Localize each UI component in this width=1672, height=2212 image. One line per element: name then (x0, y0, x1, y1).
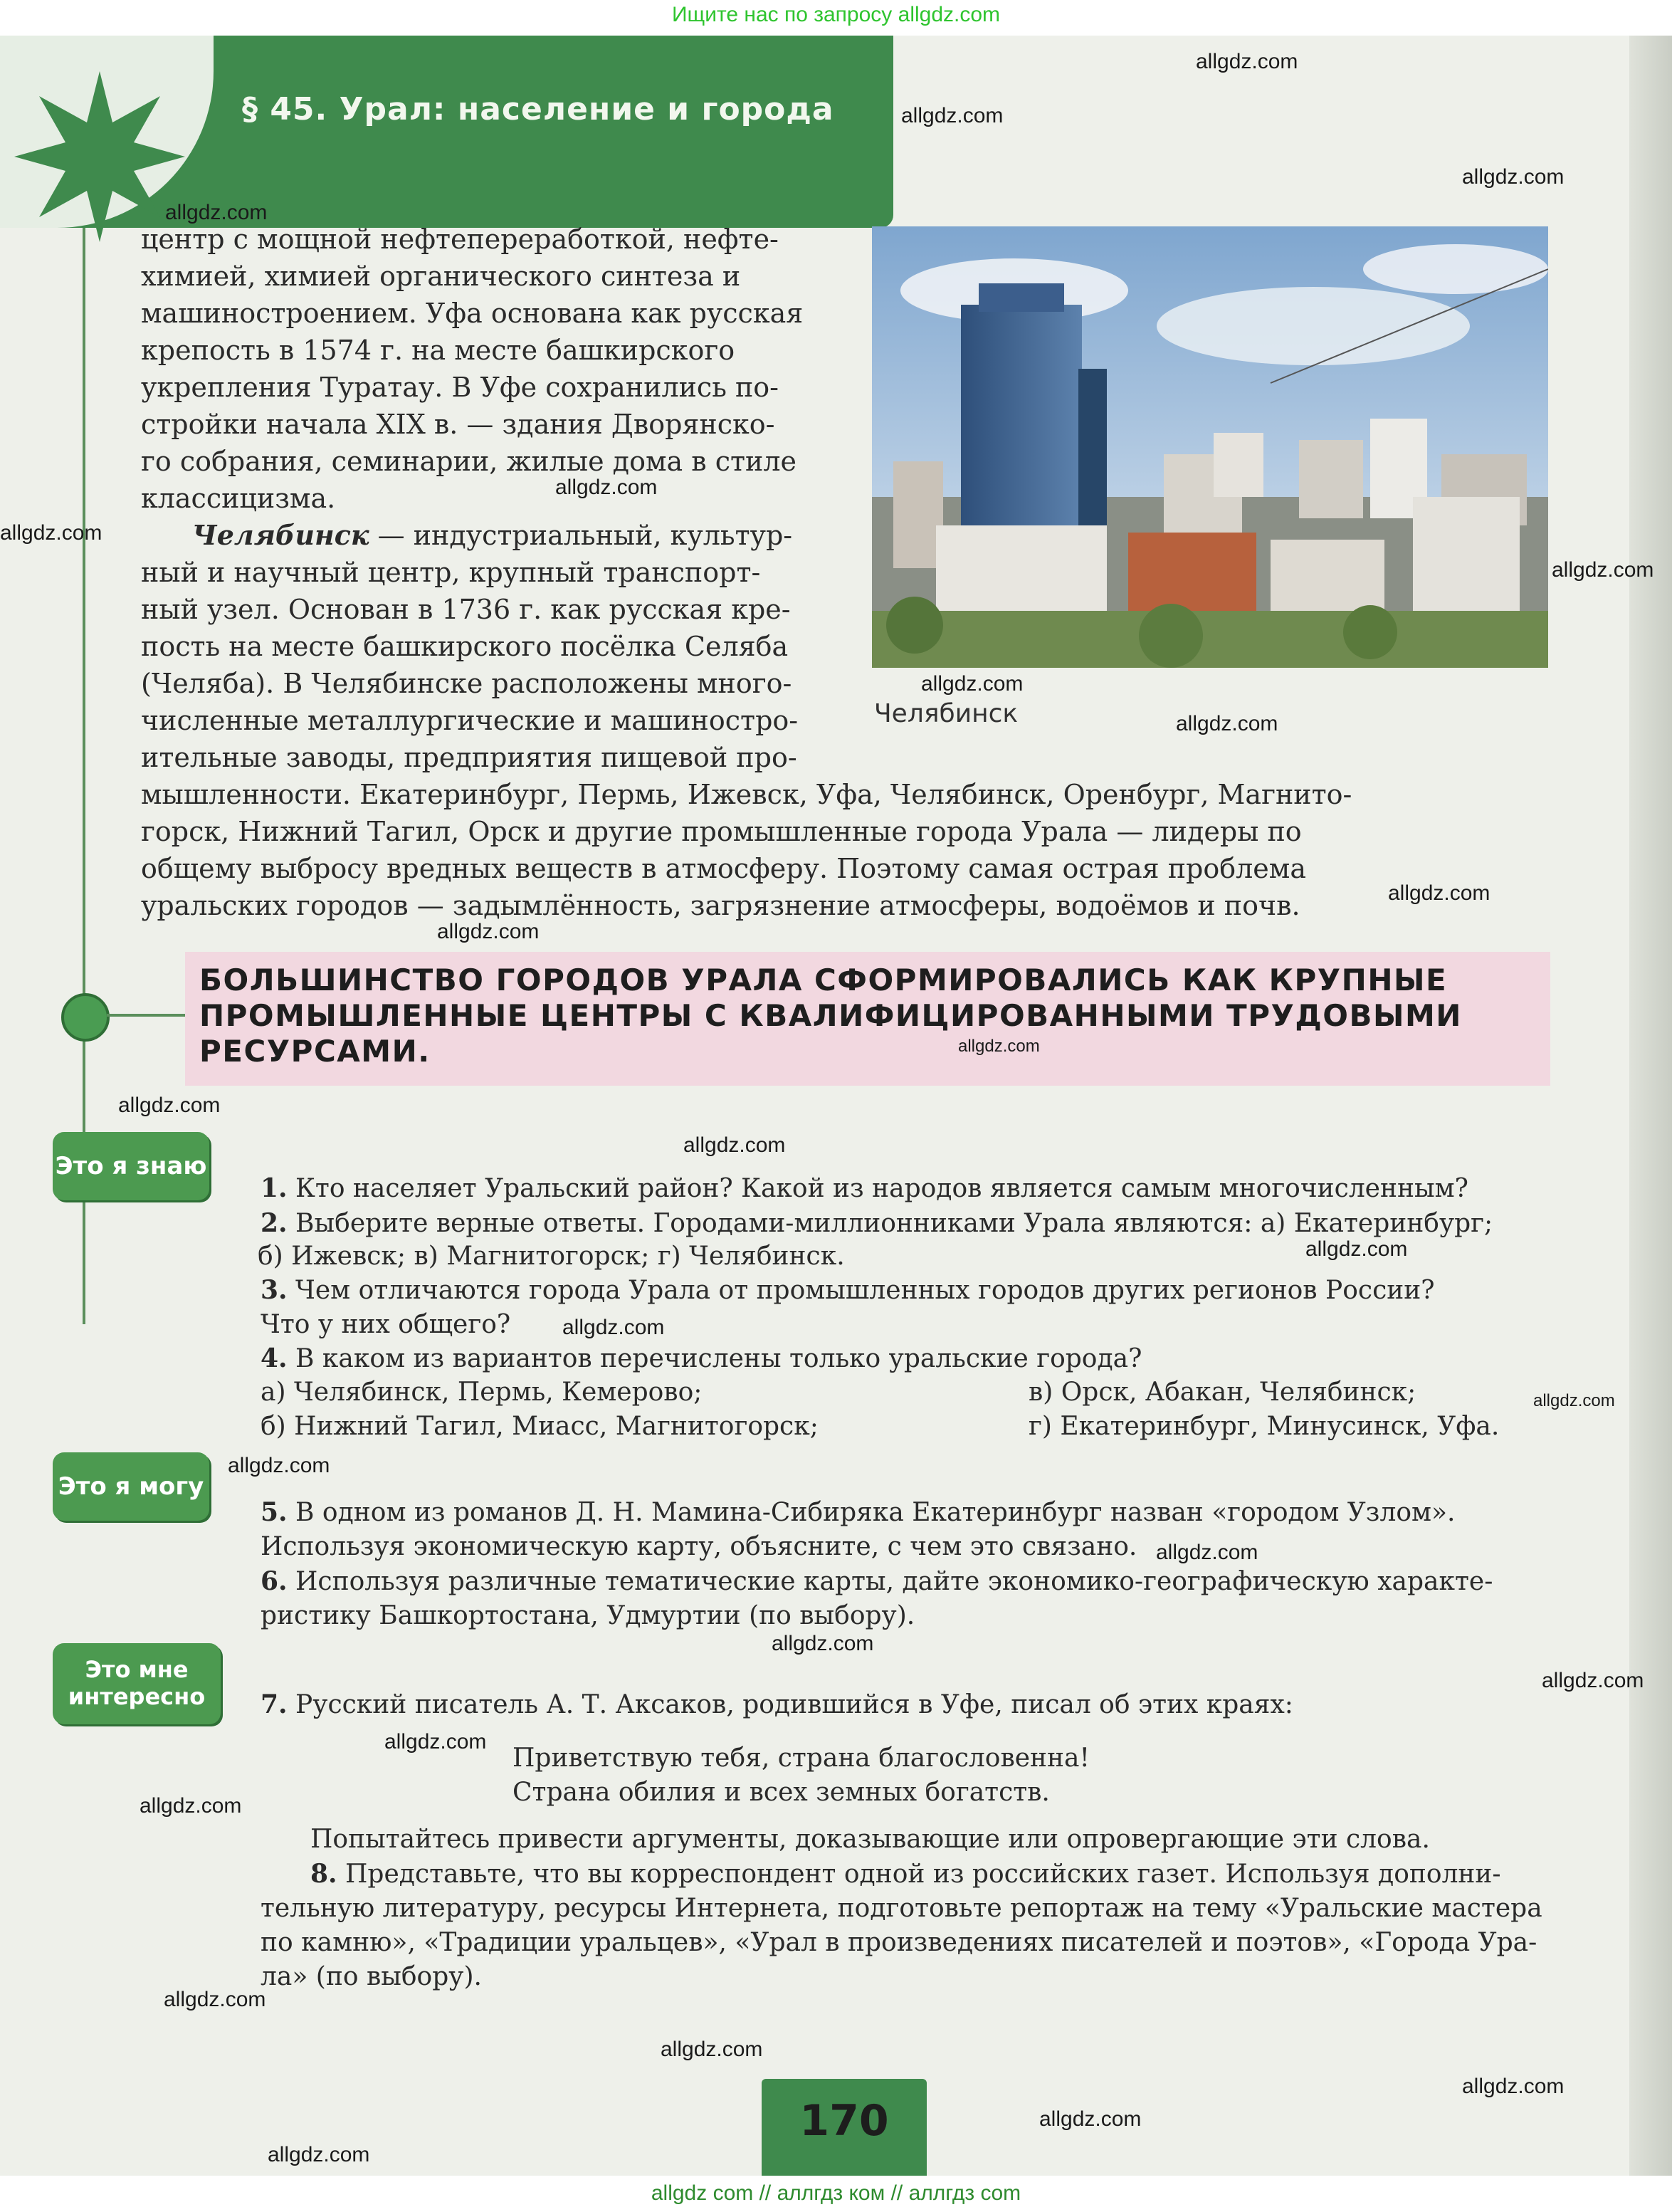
watermark: allgdz.com (164, 1988, 266, 2011)
text-line: химией, химией органического синтеза и (141, 261, 741, 292)
text-line: мышленности. Екатеринбург, Пермь, Ижевск, Уфа, Челябинск, Оренбург, Магнито- (141, 779, 1352, 810)
key-idea-line: БОЛЬШИНСТВО ГОРОДОВ УРАЛА СФОРМИРОВАЛИСЬ КАК КРУПНЫЕ (199, 963, 1448, 997)
watermark: allgdz.com (228, 1454, 330, 1477)
q-text: тельную литературу, ресурсы Интернета, подготовьте репортаж на тему «Уральские мастера (261, 1894, 1542, 1923)
poem-line: Приветствую тебя, страна благословенна! (512, 1744, 1090, 1773)
q-text: Русский писатель А. Т. Аксаков, родившийся в Уфе, писал об этих краях: (287, 1690, 1293, 1719)
photo-caption: Челябинск (874, 699, 1019, 728)
q-text: Попытайтесь привести аргументы, доказывающие или опровергающие эти слова. (310, 1825, 1430, 1854)
watermark: allgdz.com (1462, 2075, 1565, 2098)
q-text: Используя экономическую карту, объясните, с чем это связано. (261, 1532, 1137, 1561)
text-line: (Челяба). В Челябинске расположены много- (141, 668, 792, 699)
badge-this-i-know: Это я знаю (53, 1132, 209, 1200)
text-line: ительные заводы, предприятия пищевой про- (141, 742, 797, 773)
q-text: по камню», «Традиции уральцев», «Урал в произведениях писателей и поэтов», «Города Ура- (261, 1928, 1537, 1957)
question-4 (261, 1341, 1549, 1376)
text-line: ный и научный центр, крупный транспорт- (141, 557, 761, 588)
q-text: В каком из вариантов перечислены только уральские города? (287, 1344, 1142, 1373)
watermark: allgdz.com (437, 920, 540, 943)
q-number: 5. (261, 1497, 288, 1527)
page-number: 170 (799, 2096, 889, 2146)
chelyabinsk-photo (872, 226, 1548, 668)
q-number: 4. (261, 1343, 288, 1373)
text-line: центр с мощной нефтепереработкой, нефте- (141, 224, 779, 255)
q4-option-b: б) Нижний Тагил, Миасс, Магнитогорск; (261, 1412, 819, 1441)
q4-options-right (1029, 1375, 1555, 1444)
q-number: 7. (261, 1689, 288, 1719)
uffa-paragraph (141, 221, 830, 517)
watermark: allgdz.com (1388, 881, 1490, 905)
section-title: § 45. Урал: население и города (242, 91, 834, 127)
top-link[interactable]: Ищите нас по запросу allgdz.com (671, 3, 1001, 26)
watermark: allgdz.com (118, 1094, 221, 1117)
watermark: allgdz.com (555, 476, 658, 499)
question-7 (261, 1687, 1549, 1722)
text-line: классицизма. (141, 483, 336, 514)
key-idea-text (199, 963, 1537, 1069)
q-number: 6. (261, 1566, 288, 1596)
poem-line: Страна обилия и всех земных богатств. (512, 1778, 1050, 1807)
text-line: горск, Нижний Тагил, Орск и другие промышленные города Урала — лидеры по (141, 816, 1302, 847)
q4-option-a: а) Челябинск, Пермь, Кемерово; (261, 1378, 703, 1407)
q-number: 1. (261, 1173, 288, 1203)
badge-interesting (53, 1643, 221, 1724)
poem (512, 1741, 1367, 1810)
key-idea-line: РЕСУРСАМИ. (199, 1034, 431, 1069)
q-text: Чем отличаются города Урала от промышленных городов других регионов России? (287, 1276, 1435, 1305)
pollution-paragraph (141, 776, 1550, 924)
question-7-task (261, 1823, 1549, 1994)
watermark: allgdz.com (683, 1133, 786, 1157)
watermark: allgdz.com (1156, 1541, 1258, 1564)
q4-option-v: в) Орск, Абакан, Челябинск; (1029, 1378, 1416, 1407)
watermark: allgdz.com (921, 672, 1024, 696)
key-idea-marker-icon (61, 993, 110, 1042)
text-line: — индустриальный, культур- (369, 520, 793, 551)
text-line: уральских городов — задымлённость, загрязнение атмосферы, водоёмов и почв. (141, 890, 1300, 921)
q-text: В одном из романов Д. Н. Мамина-Сибиряка Екатеринбург назван «городом Узлом». (287, 1498, 1456, 1527)
page-number-tab (762, 2079, 927, 2176)
q4-option-g: г) Екатеринбург, Минусинск, Уфа. (1029, 1412, 1500, 1441)
q-number: 3. (261, 1275, 288, 1305)
star-icon (14, 71, 185, 242)
text-line: укрепления Туратау. В Уфе сохранились по- (141, 372, 779, 403)
text-line: го собрания, семинарии, жилые дома в стиле (141, 446, 796, 477)
text-line: ный узел. Основан в 1736 г. как русская кре- (141, 594, 791, 625)
watermark: allgdz.com (901, 104, 1004, 127)
q-text: ла» (по выбору). (261, 1962, 482, 1991)
text-line: общему выбросу вредных веществ в атмосферу. Поэтому самая острая проблема (141, 853, 1306, 884)
q-text: Представьте, что вы корреспондент одной из российских газет. Используя дополни- (337, 1860, 1501, 1889)
q-text: ристику Башкортостана, Удмуртии (по выбору). (261, 1601, 915, 1630)
watermark: allgdz.com (384, 1730, 487, 1754)
watermark: allgdz.com (140, 1794, 242, 1818)
page-edge (1629, 36, 1672, 2176)
badge-line: интересно (68, 1683, 206, 1710)
watermark: allgdz.com (1542, 1669, 1644, 1692)
q-text: б) Ижевск; в) Магнитогорск; г) Челябинск. (258, 1242, 845, 1271)
bottom-link[interactable]: allgdz com // аллгдз ком // аллгдз com (651, 2181, 1021, 2205)
key-idea-line: ПРОМЫШЛЕННЫЕ ЦЕНТРЫ С КВАЛИФИЦИРОВАННЫМИ ТРУДОВЫМИ (199, 998, 1462, 1033)
chelyabinsk-paragraph (141, 517, 830, 776)
q4-options-left (261, 1375, 901, 1444)
question-3 (261, 1273, 1549, 1342)
chelyabinsk-term: Челябинск (192, 519, 369, 551)
watermark: allgdz.com (268, 2143, 370, 2166)
q-text: Что у них общего? (261, 1310, 511, 1339)
badge-this-i-can: Это я могу (53, 1452, 209, 1521)
q-number: 8. (310, 1859, 337, 1889)
q-text: Используя различные тематические карты, дайте экономико-географическую характе- (287, 1567, 1493, 1596)
watermark: allgdz.com (1462, 165, 1565, 189)
text-line: крепость в 1574 г. на месте башкирского (141, 335, 735, 366)
q-text: Выберите верные ответы. Городами-миллионниками Урала являются: а) Екатеринбург; (287, 1209, 1493, 1238)
watermark: allgdz.com (165, 201, 268, 224)
marker-connector (107, 1014, 192, 1017)
watermark: allgdz.com (1533, 1391, 1615, 1410)
badge-line: Это мне (85, 1656, 189, 1683)
text-line: численные металлургические и машиностро- (141, 705, 799, 736)
watermark: allgdz.com (1305, 1237, 1408, 1261)
q-number: 2. (261, 1208, 288, 1238)
watermark: allgdz.com (1552, 558, 1654, 582)
question-5 (261, 1495, 1549, 1633)
text-line: машиностроением. Уфа основана как русская (141, 298, 804, 329)
q-text: Кто населяет Уральский район? Какой из народов является самым многочисленным? (287, 1174, 1468, 1203)
watermark: allgdz.com (0, 521, 102, 545)
watermark: allgdz.com (562, 1316, 665, 1339)
watermark: allgdz.com (1039, 2107, 1142, 2131)
text-line: стройки начала XIX в. — здания Дворянско- (141, 409, 775, 440)
text-line: пость на месте башкирского посёлка Селяба (141, 631, 789, 662)
questions-block-1 (261, 1171, 1549, 1241)
watermark: allgdz.com (1196, 50, 1298, 73)
watermark: allgdz.com (1176, 712, 1278, 735)
watermark: allgdz.com (661, 2038, 763, 2061)
watermark: allgdz.com (958, 1037, 1040, 1056)
watermark: allgdz.com (772, 1632, 874, 1655)
